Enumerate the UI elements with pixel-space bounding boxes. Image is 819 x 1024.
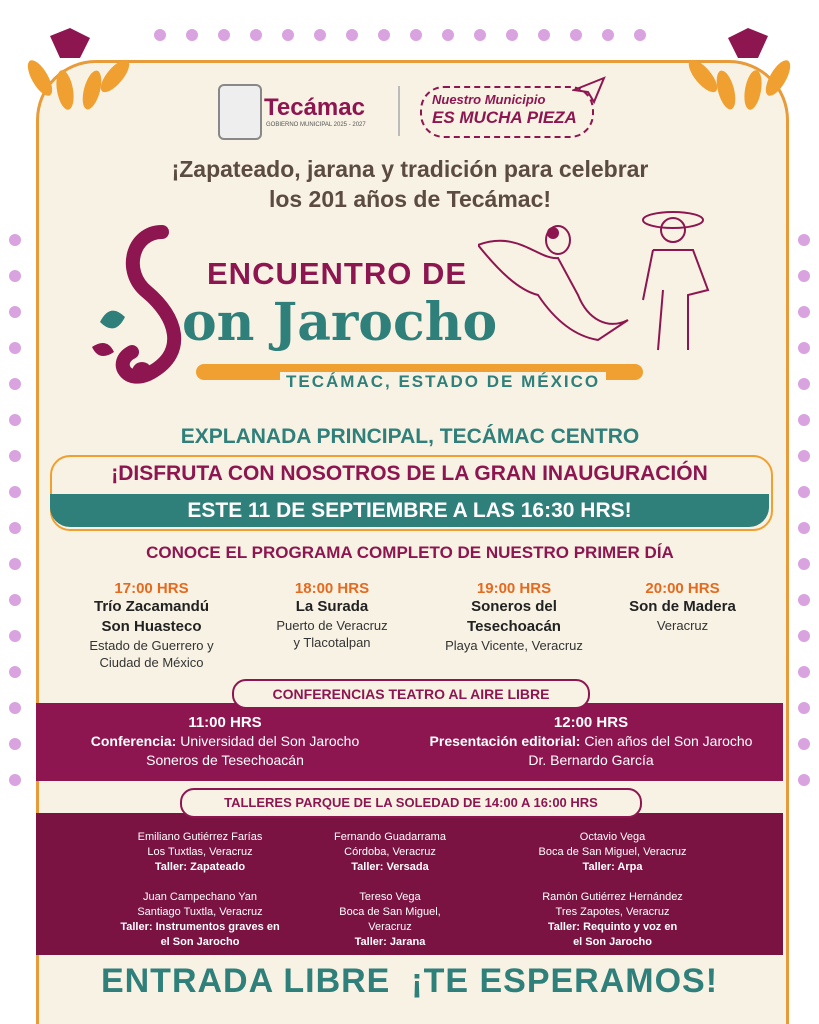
logo-subtitle: GOBIERNO MUNICIPAL 2025 - 2027 (266, 122, 366, 128)
program-time: 19:00 HRS (476, 580, 552, 597)
workshop-place: Tres Zapotes, Veracruz (555, 906, 670, 918)
program-place-2: Ciudad de México (99, 655, 204, 670)
intro-line-2: los 201 años de Tecámac! (268, 186, 552, 212)
title-top: ENCUENTRO DE (207, 256, 468, 291)
program-name: Son de Madera (629, 598, 736, 615)
program-name: Soneros del (471, 598, 557, 615)
title-location: TECÁMAC, ESTADO DE MÉXICO (280, 372, 606, 392)
conferences-header (232, 679, 590, 709)
workshop-item (100, 890, 300, 950)
workshop-title: Taller: Requinto y voz en (547, 921, 678, 933)
conference-item (50, 713, 400, 770)
workshop-place: Boca de San Miguel, Veracruz (538, 846, 687, 858)
conference-by: Soneros de Tesechoacán (146, 752, 304, 768)
header-divider (398, 86, 400, 136)
workshop-place: Santiago Tuxtla, Veracruz (137, 906, 263, 918)
workshop-place: Córdoba, Veracruz (344, 846, 436, 858)
program-item (252, 580, 412, 651)
workshop-place-2: Veracruz (368, 921, 412, 933)
workshop-title: Taller: Zapateado (154, 861, 246, 873)
program-heading: CONOCE EL PROGRAMA COMPLETO DE NUESTRO PRIMER DÍA (146, 543, 674, 562)
workshop-teacher: Ramón Gutiérrez Hernández (542, 891, 683, 903)
program-time: 18:00 HRS (294, 580, 370, 597)
workshop-item (300, 830, 480, 875)
program-item (610, 580, 755, 634)
logo-name: Tecámac (264, 94, 365, 121)
workshop-title-2: el Son Jarocho (573, 936, 652, 948)
workshop-item (100, 830, 300, 875)
workshop-place: Los Tuxtlas, Veracruz (147, 846, 253, 858)
program-item (428, 580, 600, 654)
program-name-2: Tesechoacán (467, 618, 561, 635)
program-time: 17:00 HRS (114, 580, 189, 597)
conferences-label: CONFERENCIAS (272, 686, 385, 702)
workshop-teacher: Fernando Guadarrama (334, 831, 446, 843)
conference-title: Universidad del Son Jarocho (180, 733, 360, 749)
municipal-seal-icon (218, 84, 262, 140)
program-name-2: Son Huasteco (101, 618, 202, 635)
program-place: Estado de Guerrero y (89, 638, 214, 653)
conference-item (405, 713, 777, 770)
program-item (64, 580, 239, 671)
conferences-venue: TEATRO AL AIRE LIBRE (388, 686, 550, 702)
program-name: La Surada (295, 598, 369, 615)
program-time: 20:00 HRS (645, 580, 720, 597)
slogan-bottom: ES MUCHA PIEZA (432, 108, 577, 127)
workshop-teacher: Octavio Vega (579, 831, 646, 843)
workshop-item (505, 890, 720, 950)
title-main: on Jarocho (182, 292, 498, 353)
papel-picado-right (789, 220, 819, 800)
conference-by: Dr. Bernardo García (528, 752, 654, 768)
slogan-top: Nuestro Municipio (432, 92, 546, 107)
conference-title: Cien años del Son Jarocho (584, 733, 753, 749)
flower-ornament-left (20, 28, 130, 118)
workshop-item (300, 890, 480, 950)
dancers-illustration (478, 200, 738, 360)
conference-time: 12:00 HRS (553, 714, 629, 731)
workshop-title: Taller: Jarana (354, 936, 426, 948)
workshop-teacher: Tereso Vega (359, 891, 421, 903)
workshop-teacher: Emiliano Gutiérrez Farías (137, 831, 263, 843)
venue-label: EXPLANADA PRINCIPAL, TECÁMAC CENTRO (180, 425, 640, 448)
program-place-2: y Tlacotalpan (293, 635, 371, 650)
papel-picado-left (0, 220, 30, 800)
conference-kind: Presentación editorial: (429, 733, 581, 749)
workshop-item (505, 830, 720, 875)
program-place: Puerto de Veracruz (276, 618, 388, 633)
workshops-header (180, 788, 642, 818)
program-name: Trío Zacamandú (93, 598, 210, 615)
flower-ornament-right (688, 28, 798, 118)
paper-plane-icon (572, 76, 606, 104)
conference-time: 11:00 HRS (188, 714, 262, 731)
inauguration-line-1: ¡DISFRUTA CON NOSOTROS DE LA GRAN INAUGURACIÓN (111, 462, 708, 485)
workshop-title: Taller: Versada (351, 861, 429, 873)
workshop-title: Taller: Instrumentos graves en (120, 921, 280, 933)
program-place: Playa Vicente, Veracruz (445, 638, 583, 653)
conference-kind: Conferencia: (90, 733, 177, 749)
workshop-teacher: Juan Campechano Yan (143, 891, 257, 903)
workshops-venue: PARQUE DE LA SOLEDAD DE 14:00 A 16:00 HRS (295, 795, 598, 810)
workshop-place: Boca de San Miguel, (339, 906, 441, 918)
workshop-title: Taller: Arpa (582, 861, 643, 873)
workshops-label: TALLERES (224, 795, 292, 810)
workshop-title-2: el Son Jarocho (160, 936, 240, 948)
inauguration-line-2: ESTE 11 DE SEPTIEMBRE A LAS 16:30 HRS! (50, 494, 769, 527)
program-place: Veracruz (656, 618, 709, 633)
footer-cta: ENTRADA LIBRE ¡TE ESPERAMOS! (100, 962, 719, 1000)
intro-line-1: ¡Zapateado, jarana y tradición para celebrar (171, 156, 649, 182)
